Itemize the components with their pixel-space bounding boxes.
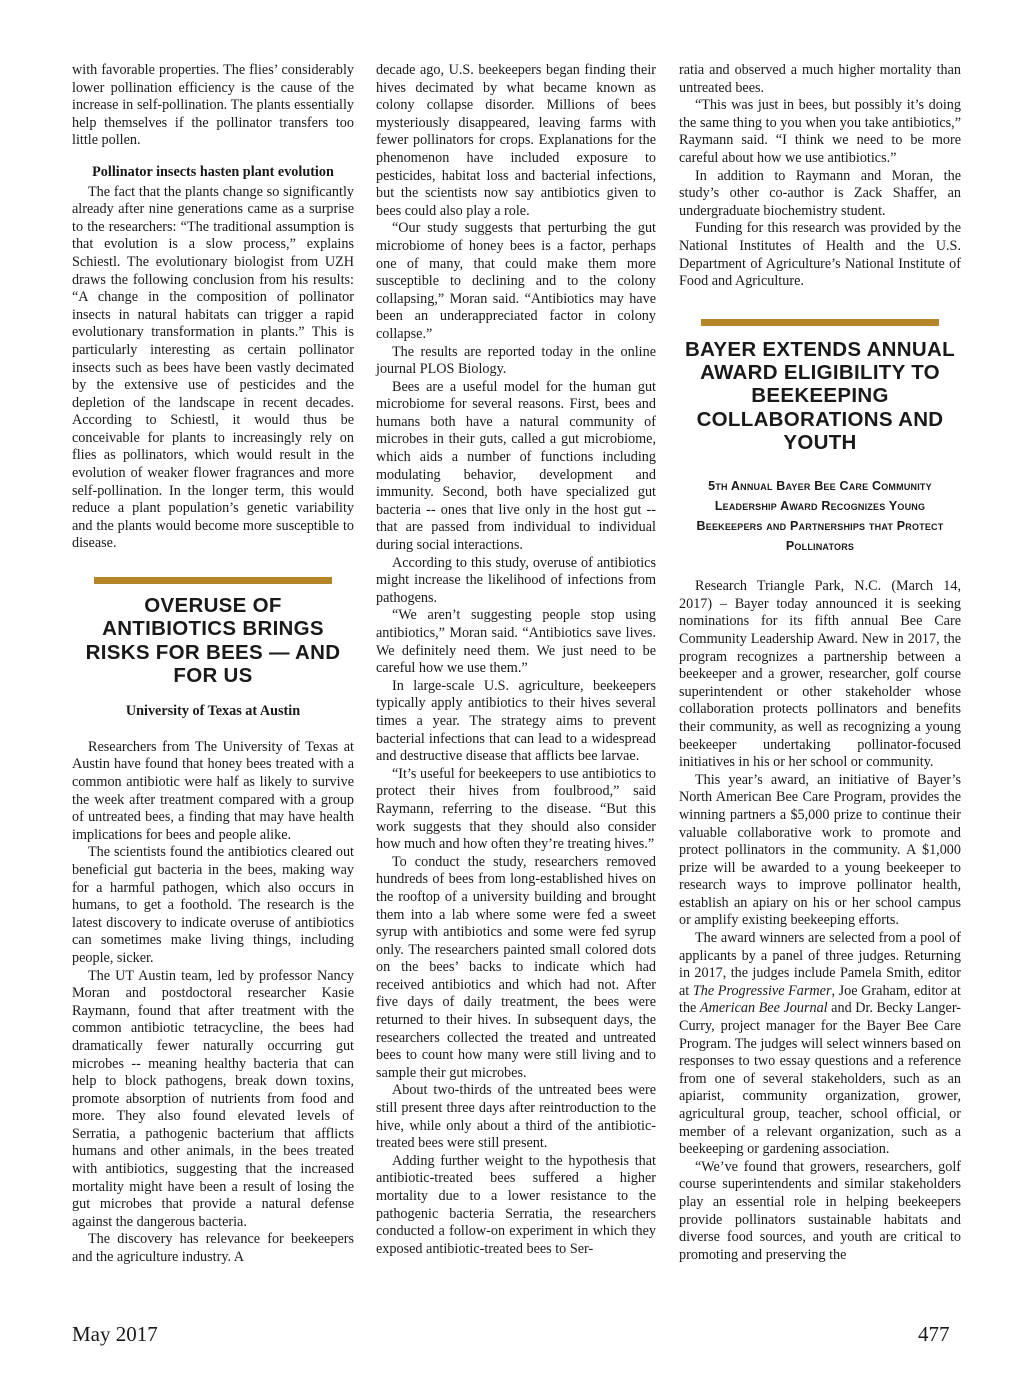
paragraph: In addition to Raymann and Moran, the study’s other co-author is Zack Shaffer, an undergraduate biochemistry student. — [679, 167, 961, 219]
paragraph: “Our study suggests that perturbing the gut microbiome of honey bees is a factor, perhaps one of many, that could make them more susceptible to declining and to the colony collapsing,” Moran said. “Antibiotics may have been an underappreciated factor in colony collapse.” — [376, 220, 656, 342]
column-2 — [376, 62, 656, 1258]
paragraph — [679, 930, 961, 1159]
page-number: 477 — [918, 1322, 950, 1346]
accent-divider — [94, 577, 332, 584]
section-subhead: Pollinator insects hasten plant evolution — [92, 163, 334, 180]
paragraph: Researchers from The University of Texas at Austin have found that honey bees treated with a common antibiotic were half as likely to survive the week after treatment compared with a group of untreated bees, a finding that may have health implications for bees and people alike. — [72, 738, 354, 843]
paragraph: “This was just in bees, but possibly it’s doing the same thing to you when you take antibiotics,” Raymann said. “I think we need to be more careful about how we use antibiotics.” — [679, 97, 961, 166]
text-run: , Joe Graham, editor at the — [679, 982, 961, 1017]
paragraph: About two-thirds of the untreated bees were still present three days after reintroduction to the hive, while only about a third of the antibiotic-treated bees were still present. — [376, 1082, 656, 1152]
paragraph: Bees are a useful model for the human gut microbiome for several reasons. First, bees and humans both have a natural community of microbes in their guts, called a gut microbiome, which aids a number of functions including modulating behavior, development and immunity. Second, both have specialized gut bacteria -- ones that live only in the host gut -- that are passed from individual to individual during social interactions. — [376, 378, 656, 554]
column-3 — [679, 62, 961, 1264]
paragraph: Funding for this research was provided by the National Institutes of Health and the U.S. Department of Agriculture’s National Institute of Food and Agriculture. — [679, 220, 961, 290]
article-headline: BAYER EXTENDS ANNUAL AWARD ELIGIBILITY TO BEEKEEPING COLLABORATIONS AND YOUTH — [685, 337, 955, 454]
article-deck: 5th Annual Bayer Bee Care Community Leadership Award Recognizes Young Beekeepers and Partnerships that Protect Pollinators — [696, 479, 944, 554]
publication-title: The Progressive Farmer — [692, 982, 832, 999]
paragraph: The UT Austin team, led by professor Nancy Moran and postdoctoral researcher Kasie Raymann, found that after treatment with the common antibiotic tetracycline, the bees had dramatically fewer naturally occurring gut microbes -- meaning healthy bacteria that can help to block pathogens, break down toxins, promote absorption of nutrients from food and more. They also found elevated levels of Serratia, a pathogenic bacterium that afflicts humans and other animals, in the bees treated with antibiotics, suggesting that the increased mortality might have been a result of losing the gut microbes that provide a natural defense against the dangerous bacteria. — [72, 967, 354, 1230]
paragraph: The results are reported today in the online journal PLOS Biology. — [376, 343, 656, 378]
paragraph: In large-scale U.S. agriculture, beekeepers typically apply antibiotics to their hives several times a year. The strategy aims to prevent bacterial infections that can lead to a widespread and destructive disease that afflicts bee larvae. — [376, 677, 656, 765]
accent-divider — [701, 319, 939, 326]
article-byline: University of Texas at Austin — [125, 703, 301, 720]
footer-date: May 2017 — [72, 1322, 158, 1346]
publication-title: American Bee Journal — [699, 1000, 828, 1017]
paragraph: ratia and observed a much higher mortality than untreated bees. — [679, 62, 961, 96]
paragraph: The discovery has relevance for beekeepers and the agriculture industry. A — [72, 1231, 354, 1266]
paragraph: To conduct the study, researchers removed hundreds of bees from long-established hives on the rooftop of a university building and brought them into a lab where some were fed a sweet syrup with antibiotics and some were fed syrup only. The researchers painted small colored dots on the bees’ backs to indicate which had received antibiotics and which had not. After five days of daily treatment, the bees were returned to their hives. In subsequent days, the researchers collected the treated and untreated bees to count how many were still living and to sample their gut microbes. — [376, 853, 656, 1081]
paragraph: “We’ve found that growers, researchers, golf course superintendents and similar stakeholders play an essential role in helping beekeepers provide pollinators sustainable habitats and diverse food sources, and youth are critical to promoting and preserving the — [679, 1158, 961, 1263]
column-1 — [72, 62, 354, 1267]
paragraph: “It’s useful for beekeepers to use antibiotics to protect their hives from foulbrood,” said Raymann, referring to the disease. “But this work suggests that they should also consider how much and how often they’re treating hives.” — [376, 765, 656, 853]
paragraph: The fact that the plants change so significantly already after nine generations came as a surprise to the researchers: “The traditional assumption is that evolution is a slow process,” explains Schiestl. The evolutionary biologist from UZH draws the following conclusion from his results: “A change in the composition of pollinator insects in natural habitats can trigger a rapid evolutionary transformation in plants.” This is particularly interesting as certain pollinator insects such as bees have been vastly decimated by the extensive use of pesticides and the depletion of the landscape in recent decades. According to Schiestl, it would thus be conceivable for plants to increasingly rely on flies as pollinators, which would result in the evolution of weaker flower fragrances and more self-pollination. In the longer term, this would reduce a plant population’s genetic variability and the plants would become more susceptible to disease. — [72, 183, 354, 552]
paragraph: Adding further weight to the hypothesis that antibiotic-treated bees suffered a higher mortality due to a lower resistance to the pathogenic bacteria Serratia, the researchers conducted a follow-on experiment in which they exposed antibiotic-treated bees to Ser- — [376, 1152, 656, 1257]
paragraph: “We aren’t suggesting people stop using antibiotics,” Moran said. “Antibiotics save lives. We definitely need them. We just need to be careful how we use them.” — [376, 607, 656, 677]
paragraph: with favorable properties. The flies’ considerably lower pollination efficiency is the cause of the increase in self-pollination. The plants essentially help themselves if the pollinator transfers too little pollen. — [72, 62, 354, 149]
paragraph: The scientists found the antibiotics cleared out beneficial gut bacteria in the bees, making way for a harmful pathogen, which also occurs in humans, to get a foothold. The research is the latest discovery to indicate overuse of antibiotics can sometimes make living things, including people, sicker. — [72, 844, 354, 966]
paragraph: Research Triangle Park, N.C. (March 14, 2017) – Bayer today announced it is seeking nominations for its fifth annual Bee Care Community Leadership Award. New in 2017, the program recognizes a partnership between a beekeeper and a grower, researcher, golf course superintendent or other stakeholder whose collaboration protects pollinators and benefits their community, as well as recognizing a young beekeeper undertaking pollinator-focused initiatives in his or her school or community. — [679, 578, 961, 771]
paragraph: According to this study, overuse of antibiotics might increase the likelihood of infections from pathogens. — [376, 554, 656, 606]
paragraph: This year’s award, an initiative of Bayer’s North American Bee Care Program, provides the winning partners a $5,000 prize to continue their valuable collaborative work to promote and protect pollinators in the community. A $1,000 prize will be awarded to a young beekeeper to research ways to improve pollinator health, establish an apiary on his or her school campus or amplify existing beekeeping efforts. — [679, 771, 961, 929]
paragraph: decade ago, U.S. beekeepers began finding their hives decimated by what became known as colony collapse disorder. Millions of bees mysteriously disappeared, leaving farms with fewer pollinators for crops. Explanations for the phenomenon have included exposure to pesticides, habitat loss and bacterial infections, but the scientists now say antibiotics given to bees could also play a role. — [376, 62, 656, 219]
text-run: The award winners are selected from a pool of applicants by a panel of three judges. Returning in 2017, the judges include Pamela Smith, editor at — [679, 930, 961, 999]
article-headline: OVERUSE OF ANTIBIOTICS BRINGS RISKS FOR BEES — AND FOR US — [85, 594, 341, 687]
text-run: and Dr. Becky Langer-Curry, project manager for the Bayer Bee Care Program. The judges will select winners based on responses to two essay questions and a reference from one of several stakeholders, such as an apiarist, community organization, grower, agricultural group, teacher, school official, or member of a relevant organization, such as a beekeeping or gardening association. — [679, 1000, 961, 1158]
